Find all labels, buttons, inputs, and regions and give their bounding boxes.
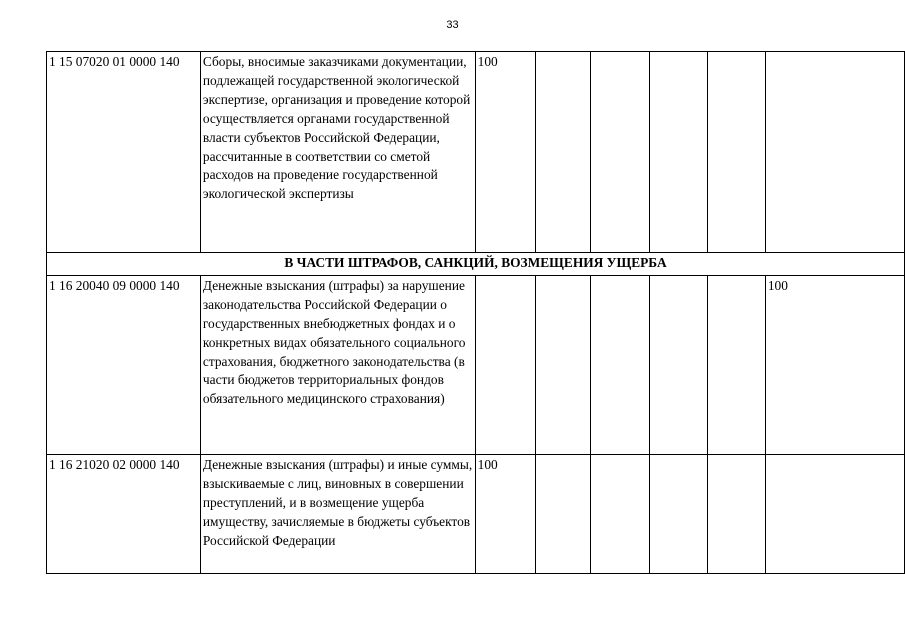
value-cell [765,52,904,253]
budget-revenue-table [46,51,905,574]
value-cell [475,275,535,454]
table-row [47,275,905,454]
value-cell [591,454,650,573]
value-cell [591,275,650,454]
revenue-code-cell: 1 15 07020 01 0000 140 [47,52,201,253]
table-row [47,52,905,253]
value-cell [708,275,766,454]
section-title: В ЧАСТИ ШТРАФОВ, САНКЦИЙ, ВОЗМЕЩЕНИЯ УЩЕРБА [47,253,905,276]
value-cell [535,275,591,454]
revenue-code-cell: 1 16 21020 02 0000 140 [47,454,201,573]
page-number: 33 [446,19,459,31]
value-cell [650,454,708,573]
revenue-description-cell: Денежные взыскания (штрафы) и иные суммы, взыскиваемые с лиц, виновных в совершении преступлений, и в возмещение ущерба имуществу, зачисляемые в бюджеты субъектов Российской Федерации [200,454,475,573]
value-cell: 100 [475,454,535,573]
value-cell [708,52,766,253]
value-cell [650,52,708,253]
table-row [47,454,905,573]
value-cell: 100 [765,275,904,454]
revenue-description-cell: Сборы, вносимые заказчиками документации, подлежащей государственной экологической экспертизе, организация и проведение которой осуществляется органами государственной власти субъектов Российской Федерации, рассчитанные в соответствии со сметой расходов на проведение государственной экологической экспертизы [200,52,475,253]
value-cell [650,275,708,454]
revenue-code-cell: 1 16 20040 09 0000 140 [47,275,201,454]
value-cell: 100 [475,52,535,253]
value-cell [708,454,766,573]
value-cell [535,454,591,573]
value-cell [591,52,650,253]
revenue-description-cell: Денежные взыскания (штрафы) за нарушение законодательства Российской Федерации о государственных внебюджетных фондах и о конкретных видах обязательного социального страхования, бюджетного законодательства (в части бюджетов территориальных фондов обязательного медицинского страхования) [200,275,475,454]
value-cell [535,52,591,253]
section-row [47,253,905,276]
value-cell [765,454,904,573]
